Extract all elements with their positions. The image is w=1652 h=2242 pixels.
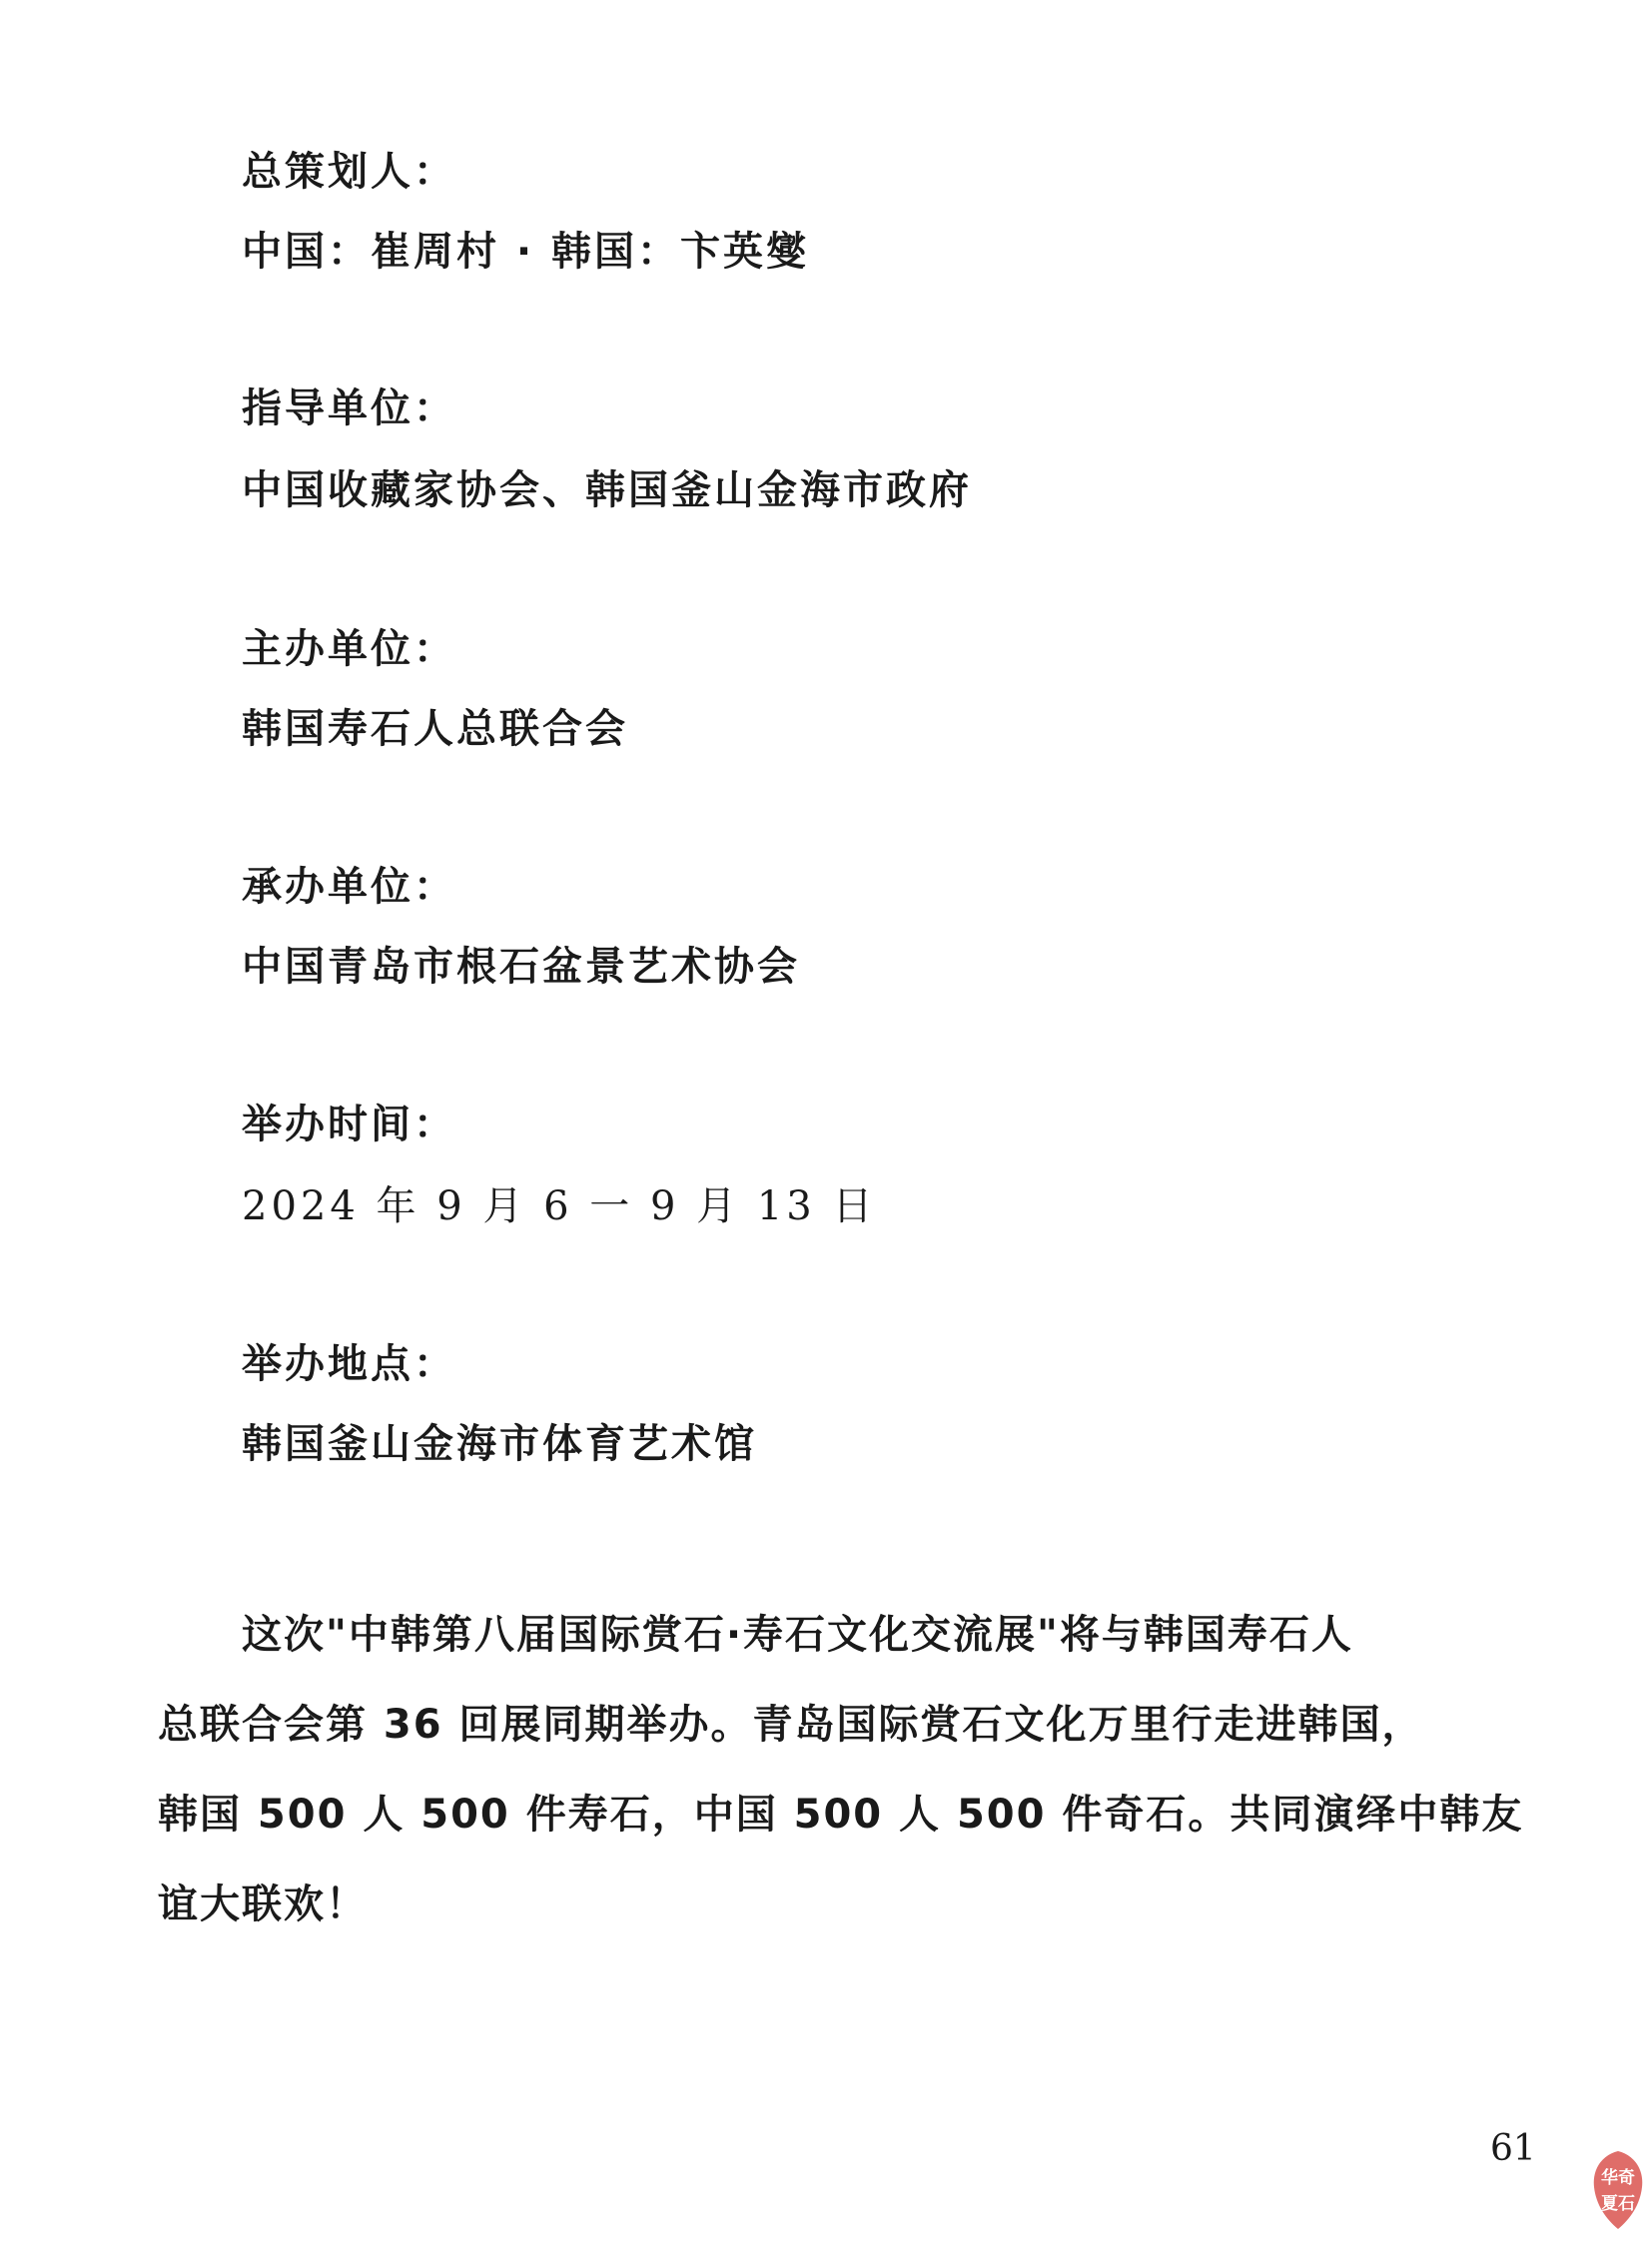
- guide-unit-label: 指导单位：: [242, 385, 456, 431]
- host-unit-value: 韩国寿石人总联合会: [242, 706, 628, 752]
- paragraph-line: 韩国 500 人 500 件寿石，中国 500 人 500 件奇石。共同演绎中韩友: [158, 1792, 1524, 1838]
- description-paragraph: [158, 1590, 1524, 1949]
- watermark-seal-icon: [1590, 2149, 1646, 2233]
- planner-value: 中国：崔周村 · 韩国：卞英燮: [242, 229, 810, 275]
- event-venue-label: 举办地点：: [242, 1341, 456, 1387]
- watermark-text-top: 华奇: [1601, 2168, 1635, 2188]
- paragraph-line: 总联合会第 36 回展同期举办。青岛国际赏石文化万里行走进韩国，: [158, 1702, 1424, 1748]
- event-time-label: 举办时间：: [242, 1102, 456, 1147]
- guide-unit-value: 中国收藏家协会、韩国釜山金海市政府: [242, 467, 972, 513]
- host-unit-label: 主办单位：: [242, 626, 456, 672]
- paragraph-line: 这次"中韩第八届国际赏石·寿石文化交流展"将与韩国寿石人: [242, 1612, 1353, 1658]
- event-time-value: 2024 年 9 月 6 一 9 月 13 日: [242, 1183, 877, 1229]
- organizer-unit-label: 承办单位：: [242, 864, 456, 910]
- planner-label: 总策划人：: [242, 149, 456, 195]
- paragraph-line: 谊大联欢！: [158, 1881, 368, 1927]
- page-number: 61: [1490, 2128, 1536, 2169]
- watermark-text-bottom: 夏石: [1601, 2194, 1635, 2214]
- organizer-unit-value: 中国青岛市根石盆景艺术协会: [242, 944, 800, 990]
- event-venue-value: 韩国釜山金海市体育艺术馆: [242, 1421, 757, 1467]
